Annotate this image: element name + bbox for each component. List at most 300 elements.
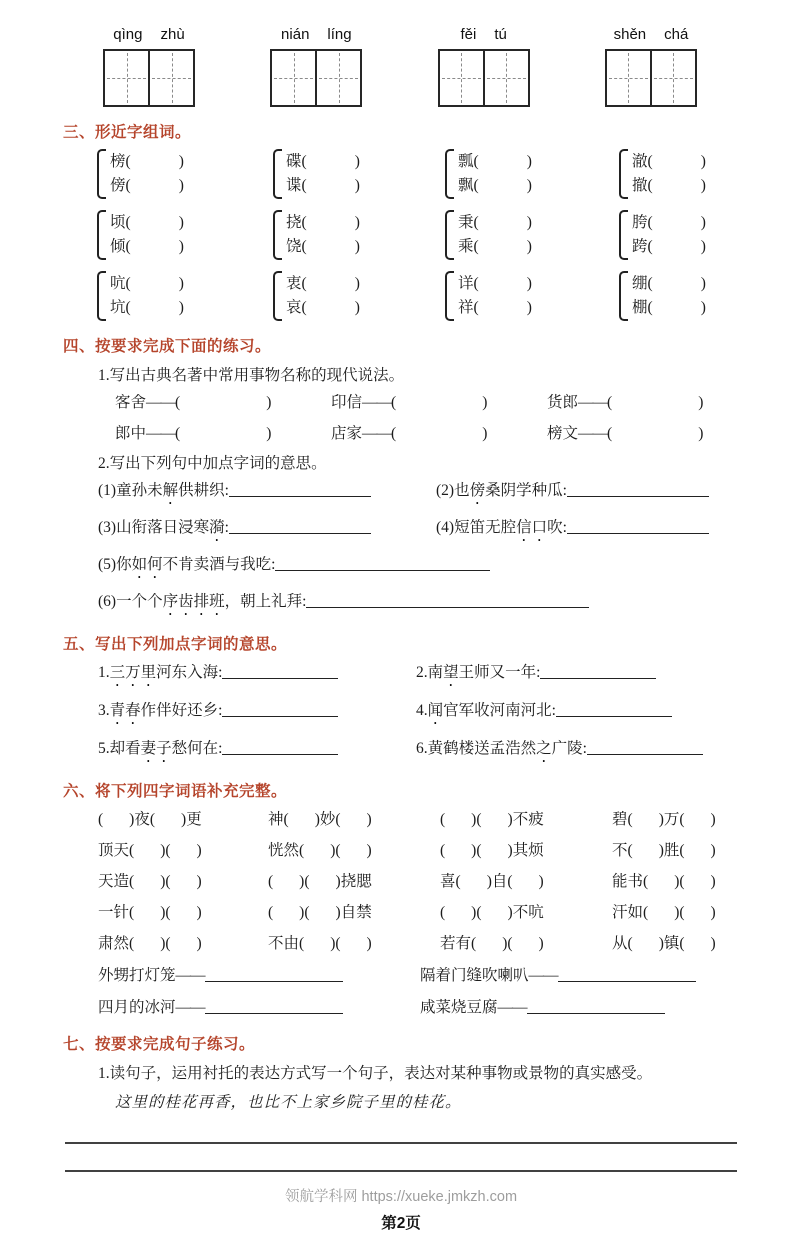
- open-paren: (: [299, 935, 305, 952]
- word-pair: [445, 210, 619, 260]
- pair-line: [458, 174, 532, 198]
- close-paren: ): [710, 935, 716, 952]
- long-dash: ——: [146, 425, 176, 442]
- close-paren: ): [526, 275, 532, 292]
- emphasized-word: 闻: [427, 702, 444, 719]
- writing-cell: [272, 51, 317, 105]
- question-item: [98, 737, 416, 766]
- open-paren: (: [149, 811, 156, 828]
- word-pair: [273, 210, 445, 260]
- pair-line: [110, 296, 184, 320]
- close-paren: ): [674, 873, 680, 890]
- idiom-character: 镇: [663, 935, 680, 952]
- pair-lines: [458, 272, 532, 320]
- idiom-phrase: [98, 839, 268, 862]
- close-paren: ): [178, 214, 184, 231]
- idiom-character: 喜: [440, 873, 456, 890]
- answer-line: [65, 1170, 737, 1172]
- sentence-task-label: 1.读句子，运用衬托的表达方式写一个句子，表达对某种事物或景物的真实感受。: [98, 1065, 653, 1082]
- close-paren: ): [178, 299, 184, 316]
- pair-line: [458, 211, 532, 235]
- pair-lines: [458, 150, 532, 198]
- close-paren: ): [354, 153, 360, 170]
- close-paren: ): [196, 842, 202, 859]
- close-paren: ): [710, 811, 716, 828]
- underline-blank: [587, 739, 703, 755]
- close-paren: ): [160, 842, 166, 859]
- close-paren: ): [266, 394, 272, 411]
- underline-blank: [556, 701, 672, 717]
- question-item: [436, 516, 739, 545]
- close-paren: ): [482, 425, 488, 442]
- idiom-character: 恍然: [268, 842, 300, 859]
- plain-text: 官军收河南河北: [443, 702, 552, 719]
- writing-cell: [317, 51, 360, 105]
- idiom-character: 天造: [98, 873, 130, 890]
- pair-line: [286, 296, 360, 320]
- open-paren: (: [507, 873, 513, 890]
- close-paren: ): [330, 842, 336, 859]
- idiom-phrase: [440, 839, 612, 862]
- xiehouyu-text: 外甥打灯笼: [98, 967, 176, 984]
- idiom-character: 不由: [268, 935, 300, 952]
- word-meaning-grid: [98, 479, 739, 619]
- idiom-character: 若有: [440, 935, 472, 952]
- plain-text: 供耕织: [178, 482, 225, 499]
- colon: :: [551, 702, 556, 719]
- item-number: (2): [436, 482, 455, 499]
- open-paren: (: [165, 842, 171, 859]
- classical-term: 货郎: [547, 394, 579, 411]
- plain-text: 吹: [547, 519, 563, 536]
- word-pair: [97, 149, 273, 199]
- open-paren: (: [129, 842, 135, 859]
- plain-text: 广陵: [551, 740, 583, 757]
- close-paren: ): [674, 904, 680, 921]
- emphasized-word: 之: [536, 740, 552, 757]
- emphasized-word: 信口: [516, 519, 548, 536]
- pair-brace: [619, 149, 628, 199]
- idiom-phrase: [440, 901, 612, 924]
- close-paren: ): [526, 214, 532, 231]
- pair-character: 榜: [110, 153, 126, 170]
- plain-text: 南: [427, 664, 444, 681]
- open-paren: (: [301, 214, 307, 231]
- xiehouyu-grid: [98, 964, 739, 1019]
- close-paren: ): [178, 238, 184, 255]
- pair-brace: [97, 210, 106, 260]
- pair-line: [632, 211, 706, 235]
- underline-blank: [205, 966, 343, 982]
- open-paren: (: [473, 153, 479, 170]
- pair-lines: [110, 272, 184, 320]
- long-dash: ——: [362, 394, 392, 411]
- idiom-character: 肃然: [98, 935, 130, 952]
- pair-character: 衷: [286, 275, 302, 292]
- pinyin-group: [605, 26, 697, 107]
- idiom-character: 万: [663, 811, 680, 828]
- xiehouyu-item: [420, 996, 739, 1019]
- writing-grid: [605, 49, 697, 107]
- question-item: [98, 699, 416, 728]
- pair-brace: [445, 149, 454, 199]
- xiehouyu-text: 隔着门缝吹喇叭: [420, 967, 529, 984]
- idiom-character: 汗如: [612, 904, 644, 921]
- idiom-character: 不吭: [512, 904, 544, 921]
- close-paren: ): [335, 904, 341, 921]
- close-paren: ): [526, 153, 532, 170]
- question-item: [436, 479, 739, 508]
- colon: :: [218, 702, 223, 719]
- close-paren: ): [366, 935, 372, 952]
- pinyin-syllable: qìng: [113, 26, 143, 43]
- question-item: [416, 661, 739, 690]
- close-paren: ): [507, 842, 513, 859]
- close-paren: ): [129, 811, 135, 828]
- close-paren: ): [330, 935, 336, 952]
- close-paren: ): [366, 842, 372, 859]
- word-pair: [273, 271, 445, 321]
- poem-words-grid: [98, 661, 739, 766]
- pinyin-group: [438, 26, 530, 107]
- item-number: (4): [436, 519, 455, 536]
- question-item: [98, 590, 739, 619]
- example-sentence: 这里的桂花再香，也比不上家乡院子里的桂花。: [115, 1094, 462, 1111]
- open-paren: (: [647, 275, 653, 292]
- close-paren: ): [354, 299, 360, 316]
- close-paren: ): [471, 842, 477, 859]
- idiom-character: 一针: [98, 904, 130, 921]
- long-dash: ——: [578, 394, 608, 411]
- pair-line: [110, 235, 184, 259]
- idiom-phrase: [98, 808, 268, 831]
- idiom-character: 更: [186, 811, 202, 828]
- pinyin-syllable: shěn: [613, 26, 647, 43]
- close-paren: ): [160, 873, 166, 890]
- item-number: 1.: [98, 664, 110, 681]
- writing-cell: [652, 51, 695, 105]
- open-paren: (: [283, 811, 289, 828]
- xiehouyu-text: 咸菜烧豆腐: [420, 999, 498, 1016]
- pair-line: [286, 235, 360, 259]
- word-pair: [97, 210, 273, 260]
- word-pair: [619, 149, 739, 199]
- pair-line: [632, 296, 706, 320]
- open-paren: (: [607, 425, 613, 442]
- pair-line: [286, 150, 360, 174]
- item-number: 3.: [98, 702, 110, 719]
- open-paren: (: [129, 935, 135, 952]
- word-pair: [619, 271, 739, 321]
- open-paren: (: [391, 425, 397, 442]
- open-paren: (: [473, 214, 479, 231]
- pair-lines: [110, 211, 184, 259]
- close-paren: ): [700, 177, 706, 194]
- open-paren: (: [473, 238, 479, 255]
- writing-cell: [607, 51, 652, 105]
- plain-text: 愁何在: [171, 740, 219, 757]
- open-paren: (: [647, 299, 653, 316]
- open-paren: (: [301, 177, 307, 194]
- classical-term: 店家: [331, 425, 363, 442]
- plain-text: 作伴好还乡: [140, 702, 219, 719]
- word-pairs-grid: [97, 149, 739, 321]
- open-paren: (: [335, 935, 341, 952]
- question-2-label: 2.写出下列句中加点字词的意思。: [98, 455, 327, 472]
- pinyin-label: [281, 26, 352, 43]
- close-paren: ): [314, 811, 320, 828]
- plain-text: 一个个: [116, 593, 163, 610]
- open-paren: (: [165, 873, 171, 890]
- open-paren: (: [391, 394, 397, 411]
- pair-line: [286, 174, 360, 198]
- emphasized-word: 妻子: [140, 740, 172, 757]
- open-paren: (: [165, 935, 171, 952]
- idiom-character: 神: [268, 811, 284, 828]
- colon: :: [582, 740, 587, 757]
- pair-lines: [286, 150, 360, 198]
- plain-text: 黄鹤楼送孟浩然: [427, 740, 537, 757]
- item-number: 4.: [416, 702, 428, 719]
- underline-blank: [540, 663, 656, 679]
- pair-character: 祥: [458, 299, 474, 316]
- pair-character: 绷: [632, 275, 648, 292]
- long-dash: ——: [362, 425, 392, 442]
- open-paren: (: [125, 153, 131, 170]
- idiom-character: 胜: [663, 842, 680, 859]
- idiom-completion-grid: [98, 808, 739, 955]
- underline-blank: [567, 481, 709, 497]
- idiom-character: 不: [612, 842, 628, 859]
- close-paren: ): [178, 177, 184, 194]
- emphasized-word: 三万里: [109, 664, 157, 681]
- close-paren: ): [471, 904, 477, 921]
- open-paren: (: [455, 873, 461, 890]
- open-paren: (: [627, 935, 633, 952]
- term-item: [547, 391, 739, 414]
- idiom-phrase: [440, 870, 612, 893]
- long-dash: ——: [175, 967, 205, 984]
- open-paren: (: [643, 873, 649, 890]
- idiom-character: 挠腮: [340, 873, 372, 890]
- open-paren: (: [268, 904, 274, 921]
- pair-line: [286, 272, 360, 296]
- close-paren: ): [354, 238, 360, 255]
- pair-brace: [97, 271, 106, 321]
- pair-brace: [445, 271, 454, 321]
- close-paren: ): [471, 811, 477, 828]
- pair-character: 胯: [632, 214, 648, 231]
- long-dash: ——: [146, 394, 176, 411]
- emphasized-word: 望: [443, 664, 459, 681]
- open-paren: (: [476, 842, 482, 859]
- section-word-pairs: [63, 120, 739, 321]
- word-pair: [445, 149, 619, 199]
- pair-character: 谍: [286, 177, 302, 194]
- pinyin-syllable: fěi: [460, 26, 477, 43]
- close-paren: ): [698, 425, 704, 442]
- close-paren: ): [658, 842, 664, 859]
- long-dash: ——: [175, 999, 205, 1016]
- idiom-phrase: [612, 870, 739, 893]
- writing-grid: [103, 49, 195, 107]
- close-paren: ): [526, 299, 532, 316]
- pair-character: 澈: [632, 153, 648, 170]
- pair-character: 棚: [632, 299, 648, 316]
- pair-character: 坑: [110, 299, 126, 316]
- idiom-character: 能书: [612, 873, 644, 890]
- question-item: [98, 479, 436, 508]
- pair-character: 吭: [110, 275, 126, 292]
- open-paren: (: [473, 177, 479, 194]
- writing-cell: [440, 51, 485, 105]
- pair-character: 挠: [286, 214, 302, 231]
- long-dash: ——: [528, 967, 558, 984]
- section-3-heading: 三、形近字组词。: [63, 124, 192, 141]
- word-pair: [273, 149, 445, 199]
- pair-lines: [632, 272, 706, 320]
- pair-line: [632, 150, 706, 174]
- open-paren: (: [301, 275, 307, 292]
- section-7-heading: 七、按要求完成句子练习。: [63, 1036, 256, 1053]
- pair-character: 飘: [458, 177, 474, 194]
- open-paren: (: [473, 299, 479, 316]
- idiom-phrase: [440, 932, 612, 955]
- colon: :: [302, 593, 307, 610]
- pinyin-syllable: nián: [281, 26, 310, 43]
- word-pair: [97, 271, 273, 321]
- underline-blank: [229, 481, 371, 497]
- item-number: 6.: [416, 740, 428, 757]
- open-paren: (: [440, 842, 446, 859]
- close-paren: ): [178, 275, 184, 292]
- pair-line: [458, 296, 532, 320]
- open-paren: (: [299, 842, 305, 859]
- close-paren: ): [700, 214, 706, 231]
- idiom-phrase: [98, 870, 268, 893]
- emphasized-word: 青春: [109, 702, 141, 719]
- pair-lines: [286, 272, 360, 320]
- pair-character: 顷: [110, 214, 126, 231]
- open-paren: (: [471, 935, 477, 952]
- colon: :: [562, 519, 567, 536]
- idiom-character: 不疲: [512, 811, 544, 828]
- close-paren: ): [196, 935, 202, 952]
- underline-blank: [222, 663, 338, 679]
- pinyin-syllable: tú: [494, 26, 507, 43]
- open-paren: (: [125, 299, 131, 316]
- close-paren: ): [482, 394, 488, 411]
- underline-blank: [229, 518, 371, 534]
- close-paren: ): [160, 935, 166, 952]
- idiom-phrase: [98, 932, 268, 955]
- open-paren: (: [304, 904, 310, 921]
- pair-character: 乘: [458, 238, 474, 255]
- close-paren: ): [354, 275, 360, 292]
- colon: :: [218, 664, 223, 681]
- close-paren: ): [710, 873, 716, 890]
- underline-blank: [275, 555, 490, 571]
- pair-lines: [632, 150, 706, 198]
- close-paren: ): [526, 177, 532, 194]
- close-paren: ): [486, 873, 492, 890]
- pair-character: 傍: [110, 177, 126, 194]
- close-paren: ): [299, 904, 305, 921]
- open-paren: (: [647, 153, 653, 170]
- plain-text: 桑阴学种瓜: [485, 482, 563, 499]
- writing-cell: [150, 51, 193, 105]
- open-paren: (: [129, 904, 135, 921]
- long-dash: ——: [497, 999, 527, 1016]
- classical-term: 榜文: [547, 425, 579, 442]
- close-paren: ): [700, 299, 706, 316]
- long-dash: ——: [578, 425, 608, 442]
- pinyin-label: [614, 26, 689, 43]
- open-paren: (: [175, 425, 181, 442]
- open-paren: (: [627, 811, 633, 828]
- close-paren: ): [526, 238, 532, 255]
- question-1-label: 1.写出古典名著中常用事物名称的现代说法。: [98, 367, 405, 384]
- open-paren: (: [335, 811, 341, 828]
- pair-brace: [445, 210, 454, 260]
- question-item: [98, 553, 739, 582]
- open-paren: (: [647, 177, 653, 194]
- modern-terms-grid: [115, 391, 739, 445]
- xiehouyu-item: [98, 964, 420, 987]
- idiom-phrase: [612, 839, 739, 862]
- close-paren: ): [507, 811, 513, 828]
- term-item: [331, 422, 547, 445]
- emphasized-word: 序齿排班: [162, 593, 225, 610]
- idiom-phrase: [268, 932, 440, 955]
- classical-term: 郎中: [115, 425, 147, 442]
- close-paren: ): [538, 935, 544, 952]
- open-paren: (: [647, 238, 653, 255]
- pair-line: [458, 235, 532, 259]
- open-paren: (: [301, 153, 307, 170]
- idiom-character: 自: [491, 873, 508, 890]
- open-paren: (: [440, 904, 446, 921]
- pair-lines: [458, 211, 532, 259]
- open-paren: (: [129, 873, 135, 890]
- item-number: (3): [98, 519, 117, 536]
- close-paren: ): [354, 214, 360, 231]
- open-paren: (: [476, 811, 482, 828]
- classical-term: 印信: [331, 394, 363, 411]
- underline-blank: [527, 998, 665, 1014]
- plain-text: 山衔落日浸寒: [116, 519, 210, 536]
- open-paren: (: [165, 904, 171, 921]
- pair-line: [632, 235, 706, 259]
- pair-line: [286, 211, 360, 235]
- section-sentence-practice: [63, 1032, 739, 1112]
- close-paren: ): [266, 425, 272, 442]
- plain-text: 也: [454, 482, 470, 499]
- open-paren: (: [301, 238, 307, 255]
- plain-text: 不肯卖酒与我吃: [162, 556, 272, 573]
- open-paren: (: [268, 873, 274, 890]
- pair-line: [458, 150, 532, 174]
- item-number: 5.: [98, 740, 110, 757]
- pinyin-group: [103, 26, 195, 107]
- colon: :: [562, 482, 567, 499]
- close-paren: ): [700, 238, 706, 255]
- xiehouyu-item: [98, 996, 420, 1019]
- close-paren: ): [538, 873, 544, 890]
- idiom-phrase: [268, 839, 440, 862]
- close-paren: ): [181, 811, 187, 828]
- page-number: 第2页: [381, 1215, 421, 1232]
